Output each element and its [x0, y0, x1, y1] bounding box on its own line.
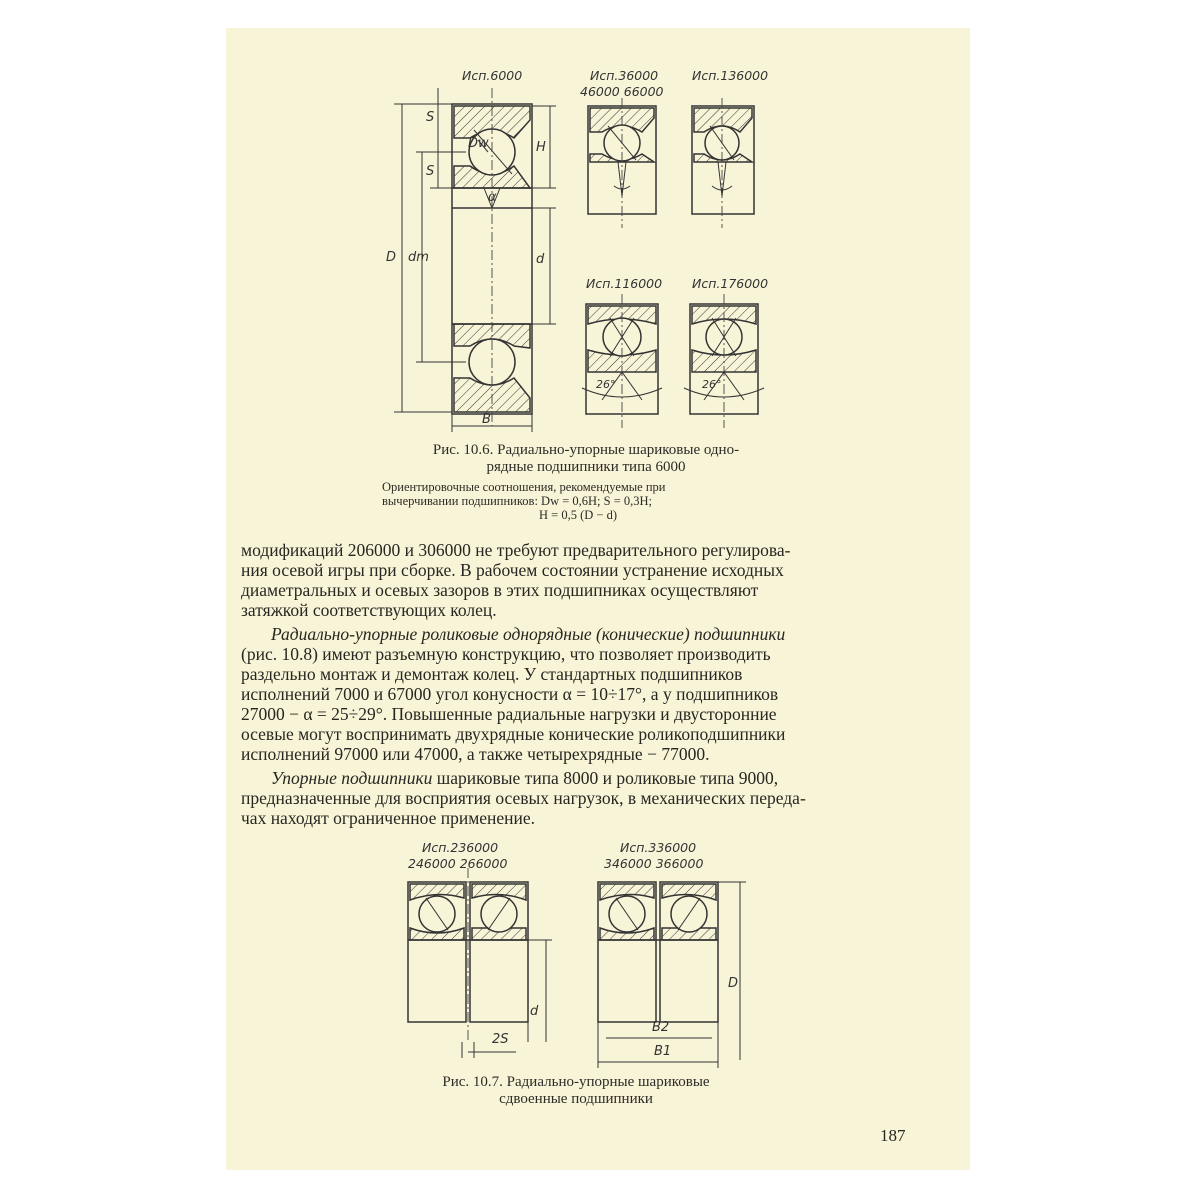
- p3-line-1: [241, 768, 917, 788]
- dim-D-bottom: D: [728, 976, 739, 991]
- label-isp-246000-266000: 246000 266000: [408, 856, 508, 871]
- p2-line-7: исполнений 97000 или 47000, а также четырехрядные − 77000.: [241, 744, 710, 764]
- dim-h: H: [536, 140, 546, 155]
- caption-10-7-line-2: сдвоенные подшипники: [499, 1091, 653, 1107]
- dim-s-top: S: [426, 110, 435, 125]
- p1-line-4: затяжкой соответствующих колец.: [241, 600, 497, 620]
- p2-line-3: раздельно монтаж и демонтаж колец. У стандартных подшипников: [241, 664, 743, 684]
- p2-line-2: (рис. 10.8) имеют разъемную конструкцию, что позволяет производить: [241, 644, 771, 664]
- label-isp-136000: Исп.136000: [692, 68, 769, 83]
- p3-line-3: чах находят ограниченное применение.: [241, 808, 536, 828]
- label-isp-176000: Исп.176000: [692, 276, 769, 291]
- label-isp-236000: Исп.236000: [422, 840, 499, 855]
- p3-rest: шариковые типа 8000 и роликовые типа 9000,: [432, 768, 779, 788]
- caption-line-2: рядные подшипники типа 6000: [486, 459, 686, 475]
- dim-26-left: 26°: [596, 378, 616, 391]
- dim-b2: B2: [652, 1020, 670, 1035]
- dim-d-bottom: d: [530, 1004, 539, 1019]
- label-isp-116000: Исп.116000: [586, 276, 663, 291]
- p3-line-2: предназначенные для восприятия осевых нагрузок, в механических переда-: [241, 788, 806, 808]
- note-line-1: Ориентировочные соотношения, рекомендуемые при: [382, 480, 666, 494]
- dim-dm: dm: [408, 250, 429, 265]
- dim-b1: B1: [654, 1044, 672, 1059]
- figure-10-6-caption: [376, 442, 796, 476]
- p2-line-4: исполнений 7000 и 67000 угол конусности α = 10÷17°, а у подшипников: [241, 684, 779, 704]
- caption-10-7-line-1: Рис. 10.7. Радиально-упорные шариковые: [442, 1074, 710, 1090]
- bearing-176000-drawing: [684, 294, 764, 428]
- figure-10-7-drawing: [226, 828, 970, 1068]
- figure-10-7-caption: [376, 1074, 776, 1108]
- book-page: [226, 28, 970, 1170]
- bearing-36000-drawing: [588, 98, 656, 228]
- p2-line-6: осевые могут воспринимать двухрядные конические роликоподшипники: [241, 724, 786, 744]
- dim-alpha: α: [488, 190, 497, 205]
- p2-line-5: 27000 − α = 25÷29°. Повышенные радиальные нагрузки и двусторонние: [241, 704, 777, 724]
- note-line-2: вычерчивании подшипников: Dw = 0,6H; S = 0,3H;: [382, 494, 653, 508]
- bearing-136000-drawing: [692, 98, 754, 228]
- p2-line-1: Радиально-упорные роликовые однорядные (конические) подшипники: [271, 624, 786, 644]
- p1-line-3: диаметральных и осевых зазоров в этих подшипниках осуществляют: [241, 580, 759, 600]
- label-isp-36000: Исп.36000: [590, 68, 659, 83]
- bearing-116000-drawing: [582, 294, 662, 428]
- p1-line-1: модификаций 206000 и 306000 не требуют предварительного регулирова-: [241, 540, 791, 560]
- dim-dw: Dw: [468, 136, 489, 151]
- dim-b: B: [482, 412, 491, 427]
- dim-d-outer: D: [386, 250, 397, 265]
- label-isp-336000: Исп.336000: [620, 840, 697, 855]
- label-isp-346000-366000: 346000 366000: [604, 856, 704, 871]
- note-line-3: H = 0,5 (D − d): [539, 508, 617, 522]
- dim-s-bottom: S: [426, 164, 435, 179]
- p3-italic: Упорные подшипники: [271, 768, 433, 788]
- caption-line-1: Рис. 10.6. Радиально-упорные шариковые одно-: [432, 442, 740, 458]
- label-isp-6000: Исп.6000: [462, 68, 523, 83]
- p1-line-2: ния осевой игры при сборке. В рабочем состоянии устранение исходных: [241, 560, 784, 580]
- bearing-336000-drawing: [598, 882, 746, 1068]
- label-isp-46000-66000: 46000 66000: [580, 84, 664, 99]
- dim-2s: 2S: [492, 1032, 509, 1047]
- body-text: [241, 540, 917, 828]
- page-number: 187: [880, 1126, 906, 1145]
- bearing-236000-drawing: [408, 868, 552, 1058]
- dim-d-inner: d: [536, 252, 545, 267]
- figure-10-6-note: [382, 480, 774, 522]
- dim-26-right: 26°: [702, 378, 722, 391]
